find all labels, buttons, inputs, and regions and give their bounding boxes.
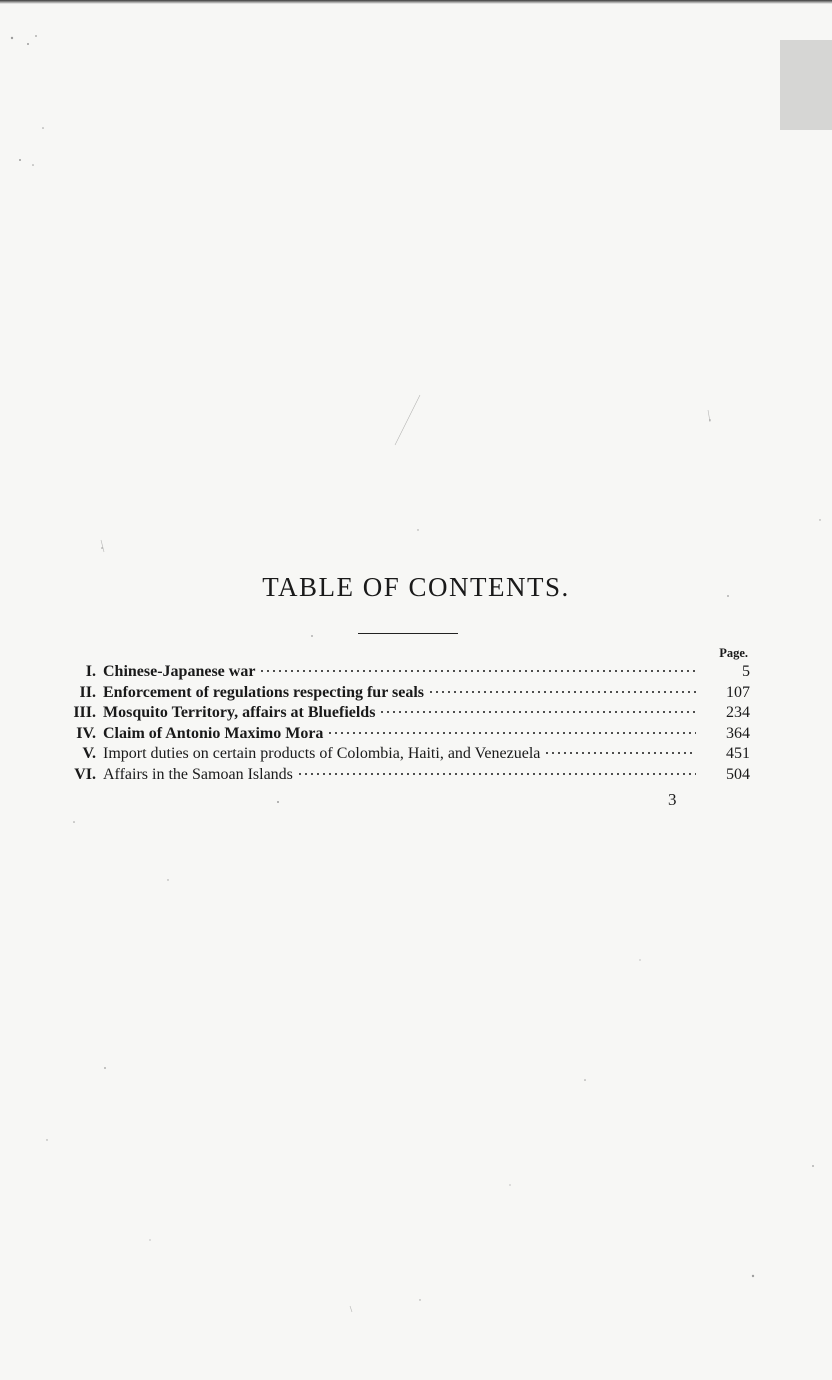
toc-entry-title: Claim of Antonio Maximo Mora bbox=[103, 724, 324, 742]
toc-entry-title: Enforcement of regulations respecting fur seals bbox=[103, 683, 425, 701]
dot-leader bbox=[297, 773, 696, 775]
dot-leader bbox=[327, 732, 696, 734]
toc-entry-page: 5 bbox=[742, 663, 750, 680]
toc-entry-page: 234 bbox=[726, 704, 750, 721]
toc-list bbox=[54, 662, 750, 785]
toc-entry-ii bbox=[54, 683, 750, 704]
dot-leader bbox=[544, 752, 696, 754]
toc-entry-vi bbox=[54, 765, 750, 786]
toc-entry-numeral: II. bbox=[79, 683, 96, 701]
dot-leader bbox=[379, 711, 696, 713]
toc-entry-numeral: I. bbox=[85, 663, 96, 680]
scan-top-edge bbox=[0, 0, 832, 4]
toc-entry-title: Chinese-Japanese war bbox=[103, 663, 256, 680]
toc-entry-numeral: V. bbox=[82, 745, 96, 762]
toc-entry-page: 364 bbox=[726, 724, 750, 742]
toc-entry-numeral: VI. bbox=[74, 765, 96, 783]
toc-entry-numeral: IV. bbox=[76, 724, 96, 742]
page-column-label: Page. bbox=[719, 646, 748, 660]
toc-entry-page: 107 bbox=[726, 683, 750, 701]
toc-entry-page: 504 bbox=[726, 765, 750, 783]
toc-entry-iii bbox=[54, 703, 750, 724]
title-rule bbox=[358, 633, 458, 634]
dot-leader bbox=[259, 670, 696, 672]
toc-entry-page: 451 bbox=[726, 745, 750, 762]
toc-entry-numeral: III. bbox=[73, 704, 96, 721]
page-number: 3 bbox=[668, 790, 677, 809]
toc-entry-i bbox=[54, 662, 750, 683]
page-title: TABLE OF CONTENTS. bbox=[262, 572, 570, 602]
toc-entry-title: Mosquito Territory, affairs at Bluefields bbox=[103, 704, 376, 721]
toc-entry-title: Affairs in the Samoan Islands bbox=[103, 765, 293, 783]
toc-entry-title: Import duties on certain products of Colombia, Haiti, and Venezuela bbox=[103, 745, 541, 762]
toc-entry-iv bbox=[54, 724, 750, 745]
dot-leader bbox=[428, 691, 696, 693]
toc-entry-v bbox=[54, 744, 750, 765]
